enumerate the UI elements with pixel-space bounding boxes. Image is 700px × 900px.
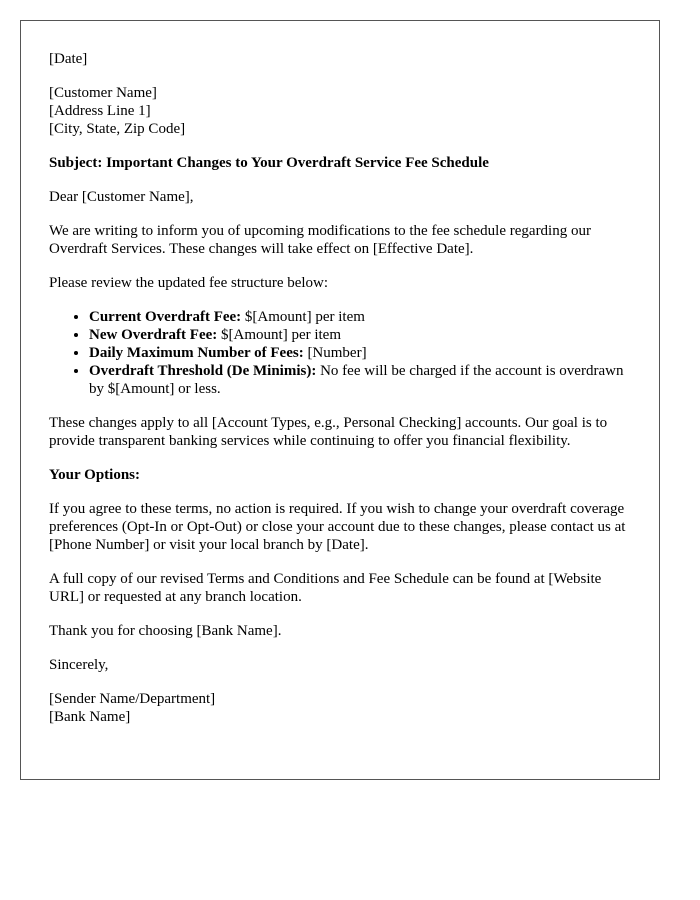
- subject-text: Subject: Important Changes to Your Overdraft Service Fee Schedule: [49, 155, 489, 171]
- terms-paragraph: A full copy of our revised Terms and Conditions and Fee Schedule can be found at [Website URL] or requested at any branch location.: [49, 571, 602, 605]
- letter-page: [20, 20, 660, 780]
- fee-label: Daily Maximum Number of Fees:: [89, 345, 304, 361]
- thanks-paragraph: Thank you for choosing [Bank Name].: [49, 623, 282, 639]
- sender-name: [Sender Name/Department]: [49, 691, 216, 707]
- letter-date: [Date]: [49, 51, 88, 67]
- fee-item-threshold: [89, 362, 631, 398]
- recipient-city-line: [City, State, Zip Code]: [49, 121, 186, 137]
- signature-block: [49, 690, 631, 726]
- options-paragraph: If you agree to these terms, no action is required. If you wish to change your overdraft coverage preferences (Opt-In or Opt-Out) or close your account due to these changes, please contact us at [Phone Number] or visit your local branch by [Date].: [49, 501, 626, 553]
- salutation: Dear [Customer Name],: [49, 189, 194, 205]
- fee-label: Current Overdraft Fee:: [89, 309, 242, 325]
- fee-item-current: [89, 308, 631, 326]
- recipient-address: [49, 84, 631, 138]
- fee-label: New Overdraft Fee:: [89, 327, 218, 343]
- apply-paragraph: These changes apply to all [Account Types, e.g., Personal Checking] accounts. Our goal is to provide transparent banking services while continuing to offer you financial flexibility.: [49, 415, 608, 449]
- recipient-address-line: [Address Line 1]: [49, 103, 151, 119]
- recipient-name: [Customer Name]: [49, 85, 157, 101]
- fee-list: [49, 308, 631, 398]
- bank-name: [Bank Name]: [49, 709, 131, 725]
- fee-value: No fee will be charged if the account is overdrawn by $[Amount] or less.: [89, 363, 624, 397]
- fee-value: $[Amount] per item: [217, 327, 342, 343]
- closing: Sincerely,: [49, 657, 109, 673]
- review-paragraph: Please review the updated fee structure below:: [49, 275, 329, 291]
- fee-value: $[Amount] per item: [241, 309, 365, 325]
- options-heading-text: Your Options:: [49, 467, 140, 483]
- fee-label: Overdraft Threshold (De Minimis):: [89, 363, 317, 379]
- fee-item-daily-max: [89, 344, 631, 362]
- intro-paragraph: We are writing to inform you of upcoming modifications to the fee schedule regarding our Overdraft Services. These changes will take effect on [Effective Date].: [49, 223, 591, 257]
- letter-subject: [49, 154, 631, 172]
- options-heading: [49, 466, 631, 484]
- fee-item-new: [89, 326, 631, 344]
- fee-value: [Number]: [303, 345, 367, 361]
